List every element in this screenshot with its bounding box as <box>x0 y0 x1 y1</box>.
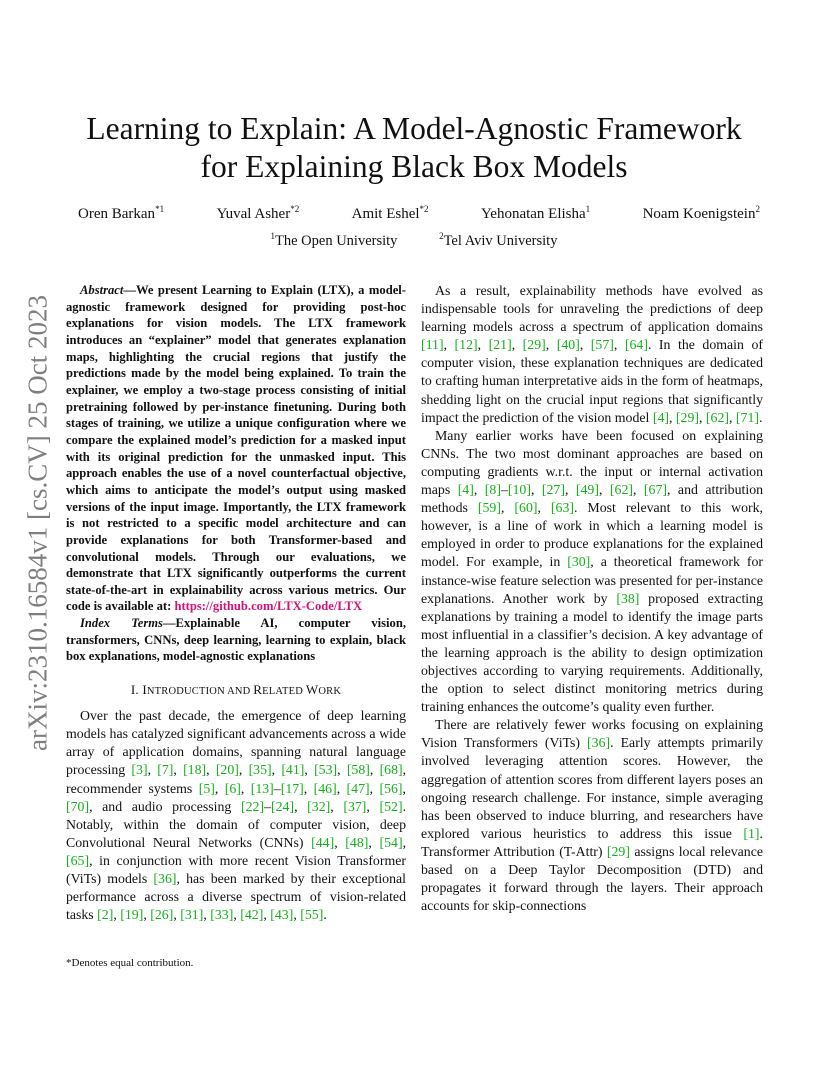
paragraph-text: , has been marked by their exceptional performance across a diverse spectrum of vision-related tasks <box>66 871 407 923</box>
citation-link[interactable]: [35] <box>248 762 272 778</box>
citation-link[interactable]: [46] <box>313 780 337 796</box>
paragraph-text: , and attribution methods <box>421 482 764 516</box>
paragraph-text: , <box>294 798 308 814</box>
citation-link[interactable]: [63] <box>550 500 574 516</box>
citation-link[interactable]: [70] <box>66 798 90 814</box>
citation-link[interactable]: [4] <box>652 409 669 425</box>
affiliation: $^2$Tel Aviv University <box>439 231 558 249</box>
paragraph-text: , and audio processing <box>89 798 241 814</box>
author: Noam Koenigstein$^2$ <box>642 204 760 222</box>
arxiv-stamp: arXiv:2310.16584v1 [cs.CV] 25 Oct 2023 <box>22 295 53 751</box>
title-line-2: for Explaining Black Box Models <box>200 149 628 184</box>
paragraph-text: , <box>233 907 241 923</box>
citation-link[interactable]: [36] <box>587 735 611 751</box>
paragraph-text: , <box>530 482 542 498</box>
paragraph-text: Over the past decade, the emergence of deep learning models has catalyzed significant advancements across a wide array of application domains, spanning natural language processing <box>66 708 406 778</box>
citation-link[interactable]: [54] <box>379 834 403 850</box>
affiliations <box>60 233 768 250</box>
paragraph-text: , <box>402 834 407 850</box>
citation-link[interactable]: [1] <box>743 825 760 841</box>
paragraph-text: , <box>564 482 576 498</box>
paragraph-text: , <box>330 798 344 814</box>
citation-link[interactable]: [62] <box>609 482 633 498</box>
citation-link[interactable]: [2] <box>97 907 114 923</box>
citation-link[interactable]: [62] <box>705 409 729 425</box>
author: Oren Barkan$^{*1}$ <box>78 204 165 222</box>
citation-link[interactable]: [29] <box>606 843 630 859</box>
paragraph-text: , <box>579 337 591 353</box>
citation-link[interactable]: [47] <box>346 780 370 796</box>
paragraph-text: , <box>613 337 625 353</box>
paragraph-text: , <box>173 907 181 923</box>
paragraph-text: , a theoretical framework for instance-wise feature selection was presented for per-instance explanations. Another work by <box>421 554 763 606</box>
paragraph-text: There are relatively fewer works focusing on explaining Vision Transformers (ViTs) <box>421 717 763 751</box>
abstract: Abstract—We present Learning to Explain (LTX), a model-agnostic framework designed for providing post-hoc explanations for vision models. The LTX framework introduces an “explainer” model that generates explanation maps, highlighting the crucial regions that justify the predictions made by the model being explained. To train the explainer, we employ a two-stage process consisting of initial pretraining followed by per-instance finetuning. During both stages of training, we utilize a unique configuration where we compare the explained model’s prediction for a masked input with its original prediction for the unmasked input. This approach enables the use of a novel counterfactual objective, which aims to anticipate the model’s output using masked versions of the input image. Importantly, the LTX framework is not restricted to a specific model architecture and can provide explanations for both Transformer-based and convolutional models. Through our evaluations, we demonstrate that LTX significantly outperforms the current state-of-the-art in explainability across various metrics. Our code is available at: https://github.com/LTX-Code/LTX <box>66 283 406 614</box>
citation-link[interactable]: [6] <box>224 780 241 796</box>
citation-link[interactable]: [60] <box>514 500 538 516</box>
paragraph-text: , <box>537 500 551 516</box>
paragraph-text: . Notably, within the domain of computer vision, deep Convolutional Neural Networks (CNNs) <box>66 798 407 850</box>
footnote: *Denotes equal contribution. <box>66 957 194 969</box>
author: Yehonatan Elisha$^1$ <box>480 204 591 222</box>
title-line-1: Learning to Explain: A Model-Agnostic Framework <box>86 111 742 146</box>
paragraph-text: , <box>598 482 610 498</box>
index-terms: Index Terms—Explainable AI, computer vision, transformers, CNNs, deep learning, learning to explain, black box explanations, model-agnostic explanations <box>66 616 406 664</box>
author: Yuval Asher$^{*2}$ <box>216 204 300 222</box>
citation-link[interactable]: [67] <box>643 482 667 498</box>
paragraph-text: proposed extracting explanations by training a model to identify the image parts most influential in a classifier’s decision. A key advantage of the learning approach is the ability to design optimization objectives according to varying requirements. Additionally, the option to select distinct monitoring metrics during training enhances the outcome’s quality even further. <box>421 590 764 715</box>
citation-link[interactable]: [8] <box>484 482 501 498</box>
paragraph-text: . In the domain of computer vision, these explanation techniques are dedicated to crafting human interpretative aids in the form of heatmaps, shedding light on the crucial input regions that significantly impact the prediction of the vision model <box>421 337 763 425</box>
citation-link[interactable]: [40] <box>556 337 580 353</box>
citation-link[interactable]: [64] <box>624 337 648 353</box>
paragraph-text: , <box>238 762 249 778</box>
citation-link[interactable]: [21] <box>488 337 512 353</box>
citation-link[interactable]: [65] <box>66 852 90 868</box>
citation-link[interactable]: [19] <box>120 907 144 923</box>
paragraph-text: . <box>759 409 763 425</box>
citation-link[interactable]: [38] <box>616 590 640 606</box>
left-column <box>66 282 406 924</box>
paragraph-text: , <box>443 337 455 353</box>
citation-link[interactable]: [10] <box>507 482 531 498</box>
citation-link[interactable]: [56] <box>379 780 403 796</box>
paragraph-text: , <box>369 762 380 778</box>
paragraph-text: , <box>366 798 380 814</box>
paragraph-text: , in conjunction with more recent Vision Transformer (ViTs) models <box>66 852 406 887</box>
citation-link[interactable]: [18] <box>183 762 207 778</box>
citation-link[interactable]: [29] <box>675 409 699 425</box>
citation-link[interactable]: [17] <box>280 780 304 796</box>
paragraph-text: , <box>214 780 225 796</box>
paragraph-text: , <box>500 500 515 516</box>
paragraph-text: . Transformer Attribution (T-Attr) <box>421 825 763 859</box>
citation-link[interactable]: [3] <box>131 762 148 778</box>
right-column <box>421 282 763 915</box>
paragraph-text: , <box>147 762 158 778</box>
citation-link[interactable]: [36] <box>153 871 177 887</box>
paragraph-text: , <box>240 780 251 796</box>
paragraph-text: , <box>545 337 557 353</box>
body-paragraph <box>421 716 763 915</box>
citation-link[interactable]: [44] <box>311 834 335 850</box>
citation-link[interactable]: [11] <box>421 337 444 353</box>
citation-link[interactable]: [30] <box>567 554 591 570</box>
paragraph-text: . <box>323 907 327 923</box>
paragraph-text: . Early attempts primarily involved leveraging attention scores. However, the aggregation of attention scores from different layers poses an ongoing research challenge. For instance, simple averaging has been observed to induce blurring, and researchers have explored various heuristics to address this issue <box>421 735 763 841</box>
citation-link[interactable]: [5] <box>198 780 215 796</box>
citation-link[interactable]: [59] <box>477 500 501 516</box>
paragraph-text: , recommender systems <box>66 762 407 796</box>
citation-link[interactable]: [33] <box>210 907 234 923</box>
citation-link[interactable]: [22] <box>240 798 265 814</box>
paragraph-text: , <box>203 907 211 923</box>
body-paragraph <box>421 282 763 427</box>
paragraph-text: , <box>271 762 282 778</box>
paragraph-text: , <box>669 409 676 425</box>
citation-link[interactable]: [49] <box>575 482 599 498</box>
paragraph-text: Many earlier works have been focused on explaining CNNs. The two most dominant approaches are based on computing gradients w.r.t. the input or internal activation maps <box>421 427 763 498</box>
section-heading: I. INTRODUCTION AND RELATED WORK <box>130 682 342 698</box>
citation-link[interactable]: [29] <box>522 337 546 353</box>
citation-link[interactable]: [43] <box>270 907 294 923</box>
paragraph-text: , <box>336 780 347 796</box>
paragraph-text: , <box>263 907 271 923</box>
citation-link[interactable]: [53] <box>314 762 338 778</box>
citation-link[interactable]: [58] <box>346 762 370 778</box>
paragraph-text: . Most relevant to this work, however, is a line of work in which a learning model is employed in order to produce explanations for the explained model. For example, in <box>421 500 764 570</box>
citation-link[interactable]: [57] <box>590 337 614 353</box>
paragraph-text: , <box>368 834 380 850</box>
citation-link[interactable]: [31] <box>180 907 204 923</box>
paragraph-text: , <box>206 762 216 778</box>
citation-link[interactable]: [71] <box>735 409 759 425</box>
citation-link[interactable]: [52] <box>379 798 403 814</box>
paragraph-text: , <box>699 409 706 425</box>
paragraph-text: – <box>500 482 508 498</box>
intro-paragraph <box>66 707 406 924</box>
paragraph-text: As a result, explainability methods have evolved as indispensable tools for unraveling the predictions of deep learning models across a spectrum of application domains <box>421 283 763 335</box>
paragraph-text: , <box>303 780 314 796</box>
paragraph-text: , <box>304 762 315 778</box>
paragraph-text: , <box>369 780 380 796</box>
citation-link[interactable]: [41] <box>281 762 305 778</box>
affiliation: $^1$The Open University <box>270 231 398 249</box>
citation-link[interactable]: [26] <box>150 907 174 923</box>
body-paragraph <box>421 427 763 717</box>
author: Amit Eshel$^{*2}$ <box>351 204 429 222</box>
paragraph-text: , <box>143 907 151 923</box>
citation-link[interactable]: [4] <box>457 482 474 498</box>
paragraph-text: , <box>473 482 485 498</box>
code-link[interactable]: https://github.com/LTX-Code/LTX <box>174 599 363 614</box>
paragraph-text: , <box>173 762 184 778</box>
paragraph-text: , <box>477 337 489 353</box>
citation-link[interactable]: [68] <box>379 762 403 778</box>
author-list <box>60 206 778 223</box>
citation-link[interactable]: [24] <box>270 798 295 814</box>
paragraph-text: , <box>113 907 121 923</box>
citation-link[interactable]: [13] <box>250 780 274 796</box>
paragraph-text: , <box>511 337 523 353</box>
citation-link[interactable]: [20] <box>215 762 239 778</box>
paragraph-text: – <box>264 798 271 814</box>
citation-link[interactable]: [32] <box>307 798 331 814</box>
index-terms-label: Index Terms <box>80 616 163 631</box>
paragraph-text: , <box>402 780 407 796</box>
citation-link[interactable]: [55] <box>300 907 324 923</box>
citation-link[interactable]: [48] <box>345 834 369 850</box>
citation-link[interactable]: [12] <box>454 337 478 353</box>
paragraph-text: , <box>293 907 301 923</box>
paragraph-text: , <box>334 834 346 850</box>
paragraph-text: , <box>632 482 644 498</box>
paper-title <box>60 110 768 186</box>
citation-link[interactable]: [37] <box>343 798 367 814</box>
citation-link[interactable]: [42] <box>240 907 264 923</box>
paragraph-text: , <box>337 762 347 778</box>
citation-link[interactable]: [7] <box>157 762 174 778</box>
paragraph-text: , <box>729 409 736 425</box>
citation-link[interactable]: [27] <box>541 482 565 498</box>
abstract-label: Abstract <box>80 283 124 297</box>
paragraph-text: assigns local relevance based on a Deep Taylor Decomposition (DTD) and propagates it forward through the layers. Their approach accounts for skip-connections <box>421 843 763 914</box>
paragraph-text: – <box>273 780 281 796</box>
